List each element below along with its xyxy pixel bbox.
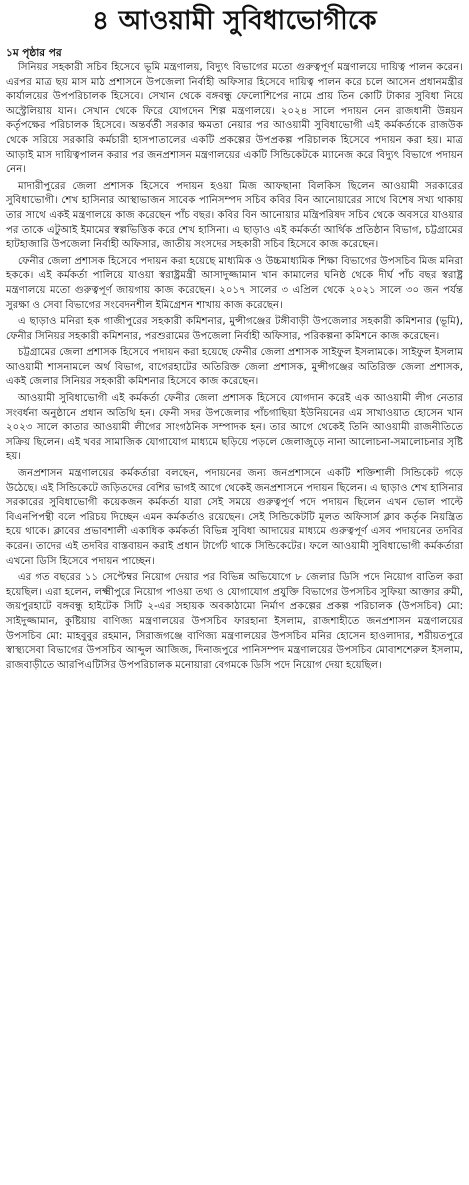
paragraph-6: আওয়ামী সুবিধাভোগী এই কর্মকর্তা ফেনীর জেলা প্রশাসক হিসেবে যোগদান করেই এক আওয়ামী লীগ নেতার সংবর্ধনা অনুষ্ঠানে প্রধান অতিথি হন। ফেনী সদর উপজেলার পাঁচগাছিয়া ইউনিয়নের এম সাখাওয়াত হোসেন খান ২০২৩ সালে কাতার আওয়ামী লীগের সাংগঠনিক সম্পাদক হন। তার আগে থেকেই তিনি আওয়ামী রাজনীতিতে সক্রিয় ছিলেন। এই খবর সামাজিক যোগাযোগ মাধ্যমে ছড়িয়ে পড়লে জেলাজুড়ে নানা আলোচনা-সমালোচনার সৃষ্টি হয়। bbox=[6, 393, 463, 463]
paragraph-7: জনপ্রশাসন মন্ত্রণালয়ের কর্মকর্তারা বলছেন, পদায়নের জন্য জনপ্রশাসনে একটি শক্তিশালী সিন্ডিকেট গড়ে উঠেছে। এই সিন্ডিকেটে জড়িতদের বেশির ভাগই আগে থেকেই জনপ্রশাসনে পদায়ন ছিলেন। এ ছাড়াও শেখ হাসিনার সরকারের সুবিধাভোগী কয়েকজন কর্মকর্তা যারা সেই সময়ে গুরুত্বপূর্ণ পদে পদায়ন ছিলেন এখন ভোল পাল্টে বিএনপিপন্থী বলে পরিচয় দিচ্ছেন এমন কর্মকর্তাও রয়েছেন। সেই সিন্ডিকেটটি মূলত অফিসার্স ক্লাব কর্তৃক নিয়ন্ত্রিত হয়ে থাকে। ক্লাবের প্রভাবশালী একাধিক কর্মকর্তা বিভিন্ন সুবিধা আদায়ের মাধ্যমে গুরুত্বপূর্ণ এসব পদায়নের তদবির করেন। তাদের এই তদবির বাস্তবায়ন করাই প্রধান টার্গেট থাকে সিন্ডিকেটের। ফলে আওয়ামী সুবিধাভোগী কর্মকর্তারা এখনো ডিসি হিসেবে পদায়ন পাচ্ছেন। bbox=[6, 468, 463, 567]
paragraph-1: সিনিয়র সহকারী সচিব হিসেবে ভূমি মন্ত্রণালয়, বিদ্যুৎ বিভাগের মতো গুরুত্বপূর্ণ মন্ত্রণালয়ে দায়িত্ব পালন করেন। এরপর মাত্র ছয় মাস মাঠ প্রশাসনে উপজেলা নির্বাহী অফিসার হিসেবে দায়িত্ব পালন করে চলে আসেন প্রধানমন্ত্রীর কার্যালয়ের উপপরিচালক হিসেবে। সেখান থেকে বঙ্গবন্ধু ফেলোশিপের নামে প্রায় তিন কোটি টাকার সুবিধা নিয়ে অস্ট্রেলিয়ায় যান। সেখান থেকে ফিরে যোগদেন শিল্প মন্ত্রণালয়ে। ২০২৪ সালে পদায়ন নেন রাজধানী উন্নয়ন কর্তৃপক্ষের পরিচালক হিসেবে। অন্তর্বর্তী সরকার ক্ষমতা নেয়ার পর আওয়ামী সুবিধাভোগী এই কর্মকর্তাকে রাজউক থেকে সরিয়ে সরকারি কর্মচারী হাসপাতালের একটি প্রকল্পের উপপ্রকল্প পরিচালক হিসেবে পদায়ন করা হয়। মাত্র আড়াই মাস দায়িত্বপালন করার পর জনপ্রশাসন মন্ত্রণালয়ের একটি সিন্ডিকেটকে ম্যানেজ করে বিদ্যুৎ বিভাগে পদায়ন নেন। bbox=[6, 62, 463, 176]
paragraph-5: চট্টগ্রামের জেলা প্রশাসক হিসেবে পদায়ন করা হয়েছে ফেনীর জেলা প্রশাসক সাইফুল ইসলামকে। সাইফুল ইসলাম আওয়ামী শাসনামলে অর্থ বিভাগ, বাগেরহাটের অতিরিক্ত জেলা প্রশাসক, মুন্সীগঞ্জের অতিরিক্ত জেলা প্রশাসক, একই জেলার সিনিয়র সহকারী কমিশনার হিসেবে কাজ করেছেন। bbox=[6, 347, 463, 388]
continued-from-label: ১ম পৃষ্ঠার পর bbox=[6, 47, 62, 59]
article-body bbox=[6, 61, 463, 673]
article-headline: ৪ আওয়ামী সুবিধাভোগীকে bbox=[92, 6, 377, 36]
paragraph-8: এর গত বছরের ১১ সেপ্টেম্বর নিয়োগ দেয়ার পর বিভিন্ন অভিযোগে ৮ জেলার ডিসি পদে নিয়োগ বাতিল করা হয়েছিল। এরা হলেন, লক্ষ্মীপুরে নিয়োগ পাওয়া তথ্য ও যোগাযোগ প্রযুক্তি বিভাগের উপসচিব সুফিয়া আক্তার রুমী, জয়পুরহাটে বঙ্গবন্ধু হাইটেক সিটি ২-এর সহায়ক অবকাঠামো নির্মাণ প্রকল্পের প্রকল্প পরিচালক (উপসচিব) মো: সাইদুজ্জামান, কুষ্টিয়ায় বাণিজ্য মন্ত্রণালয়ের উপসচিব ফারহানা ইসলাম, রাজশাহীতে জনপ্রশাসন মন্ত্রণালয়ের উপসচিব মো: মাহবুবুর রহমান, সিরাজগঞ্জে বাণিজ্য মন্ত্রণালয়ের উপসচিব মনির হোসেন হাওলাদার, শরীয়তপুরে স্বাস্থ্যসেবা বিভাগের উপসচিব আব্দুল আজিজ, দিনাজপুরে পানিসম্পদ মন্ত্রণালয়ের উপসচিব মোবাশশেরুল ইসলাম, রাজবাড়ীতে আরপিএটিসির উপপরিচালক মনোয়ারা বেগমকে ডিসি পদে নিয়োগ দেয়া হয়েছিল। bbox=[6, 572, 463, 671]
paragraph-2: মাদারীপুরের জেলা প্রশাসক হিসেবে পদায়ন হওয়া মিজ আফছানা বিলকিস ছিলেন আওয়ামী সরকারের সুবিধাভোগী। শেখ হাসিনার আস্থাভাজন সাবেক পানিসম্পদ সচিব কবির বিন আনোয়ারের সাথে বিশেষ সখ্য থাকায় তার সাথে একই মন্ত্রণালয়ে কাজ করেছেন পাঁচ বছর। কবির বিন আনোয়ার মন্ত্রিপরিষদ সচিব থেকে অবসরে যাওয়ার পর তাকে এটুআই ইমামের স্বল্পভিত্তিক করে শেখ হাসিনা। এ ছাড়াও এই কর্মকর্তা আর্থিক প্রতিষ্ঠান বিভাগ, চট্টগ্রামের হাটহাজারি উপজেলা নির্বাহী অফিসার, জাতীয় সংসদের সহকারী সচিব হিসেবে কাজ করেছেন। bbox=[6, 180, 463, 251]
paragraph-3: ফেনীর জেলা প্রশাসক হিসেবে পদায়ন করা হয়েছে মাধ্যমিক ও উচ্চমাধ্যমিক শিক্ষা বিভাগের উপসচিব মিজ মনিরা হককে। এই কর্মকর্তা পালিয়ে যাওয়া স্বরাষ্ট্রমন্ত্রী আসাদুজ্জামান খান কামালের ঘনিষ্ঠ থেকে দীর্ঘ পাঁচ বছর স্বরাষ্ট্র মন্ত্রণালয়ে মতো গুরুত্বপূর্ণ জায়গায় কাজ করেছেন। ২০১৭ সালের ৩ এপ্রিল থেকে ২০২১ সালে ৩০ জন পর্যন্ত সুরক্ষা ও সেবা বিভাগের সংবেদনশীল ইমিগ্রেশন শাখায় কাজ করেছেন। bbox=[6, 255, 463, 311]
paragraph-4: এ ছাড়াও মনিরা হক গাজীপুরের সহকারী কমিশনার, মুন্সীগঞ্জের টঙ্গীবাড়ী উপজেলার সহকারী কমিশনার (ভূমি), ফেনীর সিনিয়র সহকারী কমিশনার, পরশুরামের উপজেলা নির্বাহী অফিসার, পরিকল্পনা কমিশনে কাজ করেছেন। bbox=[6, 316, 463, 342]
